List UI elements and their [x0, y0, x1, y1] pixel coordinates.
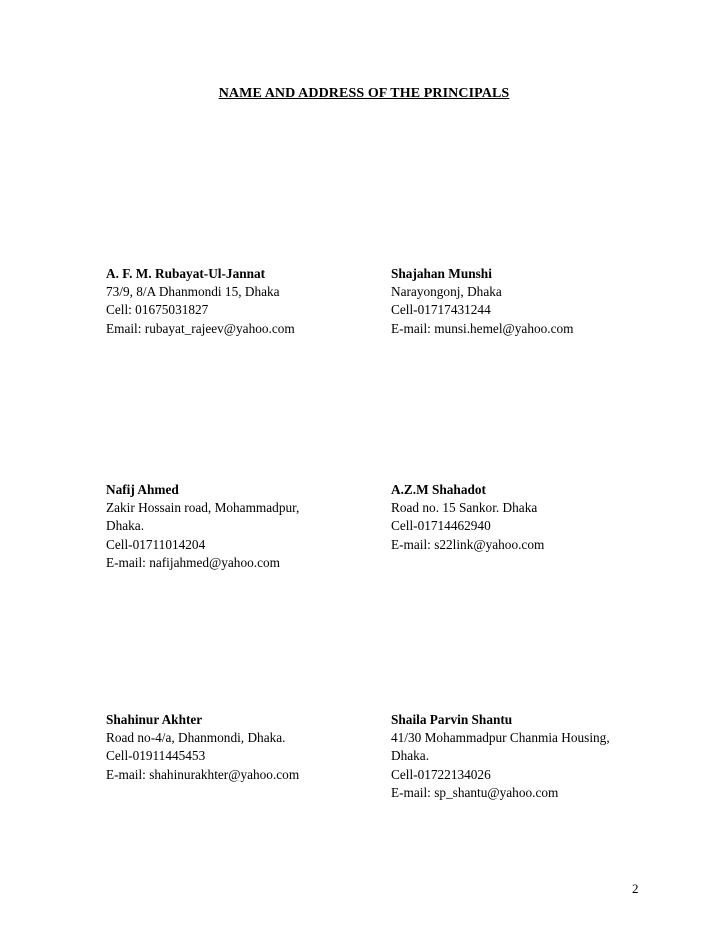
- principal-name: A. F. M. Rubayat-Ul-Jannat: [106, 266, 266, 281]
- principal-card: [106, 711, 299, 784]
- principal-address: Zakir Hossain road, Mohammadpur,: [106, 500, 300, 516]
- principal-card: [106, 265, 295, 338]
- principal-card: [391, 481, 544, 554]
- page-number: 2: [632, 881, 639, 896]
- principal-phone: Cell-01711014204: [106, 536, 206, 552]
- principal-address: Road no. 15 Sankor. Dhaka: [391, 500, 538, 516]
- principal-phone: Cell-01717431244: [391, 302, 491, 318]
- principal-address: Road no-4/a, Dhanmondi, Dhaka.: [106, 730, 286, 746]
- principal-email: E-mail: sp_shantu@yahoo.com: [391, 784, 559, 800]
- principal-email: Email: rubayat_rajeev@yahoo.com: [106, 320, 295, 336]
- principal-email: E-mail: nafijahmed@yahoo.com: [106, 554, 280, 570]
- principal-name: Shaila Parvin Shantu: [391, 712, 513, 727]
- principal-card: [391, 265, 573, 338]
- principal-address: Dhaka.: [106, 518, 145, 534]
- principal-phone: Cell-01722134026: [391, 766, 491, 782]
- principal-address: Narayongonj, Dhaka: [391, 284, 502, 300]
- principal-phone: Cell-01714462940: [391, 518, 491, 534]
- principal-name: Nafij Ahmed: [106, 482, 179, 497]
- principal-address: Dhaka.: [391, 748, 430, 764]
- principal-card: [106, 481, 299, 572]
- principal-phone: Cell: 01675031827: [106, 302, 209, 318]
- principal-name: A.Z.M Shahadot: [391, 482, 486, 497]
- principal-address: 73/9, 8/A Dhanmondi 15, Dhaka: [106, 284, 280, 300]
- principal-email: E-mail: shahinurakhter@yahoo.com: [106, 766, 300, 782]
- principal-address: 41/30 Mohammadpur Chanmia Housing,: [391, 730, 610, 746]
- principal-email: E-mail: s22link@yahoo.com: [391, 536, 545, 552]
- principal-email: E-mail: munsi.hemel@yahoo.com: [391, 320, 574, 336]
- page-title: NAME AND ADDRESS OF THE PRINCIPALS: [218, 86, 510, 101]
- principal-name: Shahinur Akhter: [106, 712, 203, 727]
- principal-card: [391, 711, 610, 802]
- principal-phone: Cell-01911445453: [106, 748, 206, 764]
- principal-name: Shajahan Munshi: [391, 266, 492, 281]
